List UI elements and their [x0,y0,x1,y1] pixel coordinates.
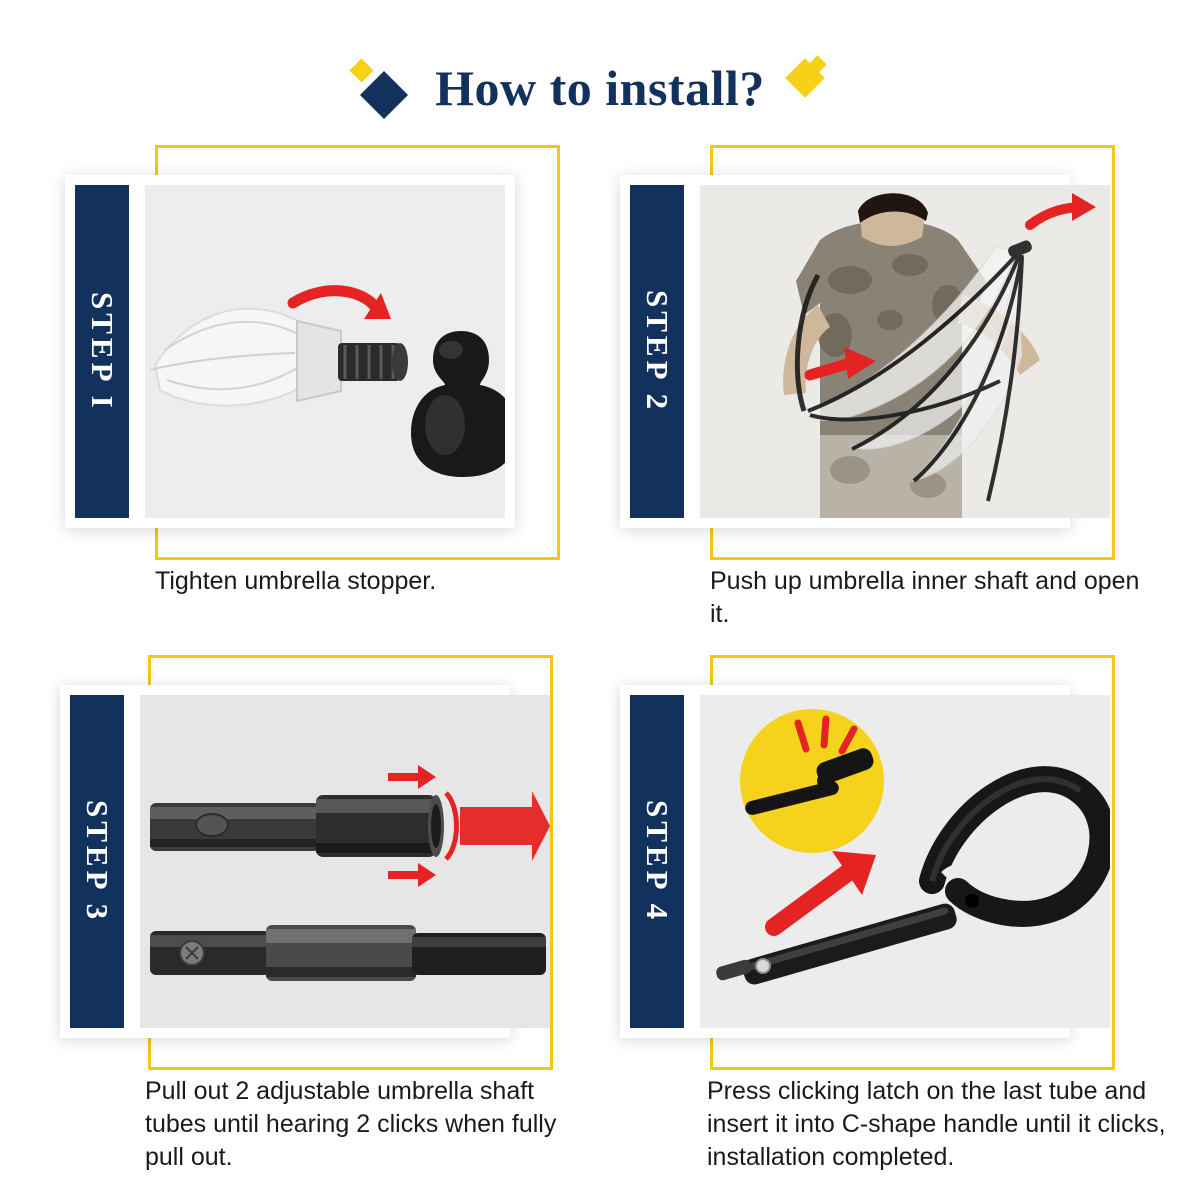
step-1-badge [75,185,129,518]
step-1-caption: Tighten umbrella stopper. [155,567,437,595]
page-title-row [0,48,1200,128]
page-title: How to install? [435,60,765,116]
step-4-badge [630,695,684,1028]
step-1-badge-label: STEP I [85,291,120,412]
step-card-1 [60,140,570,610]
step-card-2 [615,140,1145,640]
step-3-image [140,695,550,1028]
left-diamond-decoration-icon [353,58,409,118]
step-4-badge-label: STEP 4 [640,799,675,924]
step-3-badge [70,695,124,1028]
step-1-image [145,185,505,518]
step-2-badge [630,185,684,518]
right-diamond-decoration-icon [791,58,847,118]
step-card-4 [615,645,1175,1185]
step-2-caption: Push up umbrella inner shaft and open it. [710,567,1140,628]
step-4-caption: Press clicking latch on the last tube and insert it into C-shape handle until it clicks, installation completed. [707,1077,1166,1171]
step-4-image [700,695,1110,1028]
step-3-badge-label: STEP 3 [80,799,115,924]
step-2-badge-label: STEP 2 [640,289,675,414]
step-card-3 [60,645,590,1171]
step-3-caption: Pull out 2 adjustable umbrella shaft tubes until hearing 2 clicks when fully pull out. [145,1077,557,1171]
step-2-image [700,185,1110,518]
